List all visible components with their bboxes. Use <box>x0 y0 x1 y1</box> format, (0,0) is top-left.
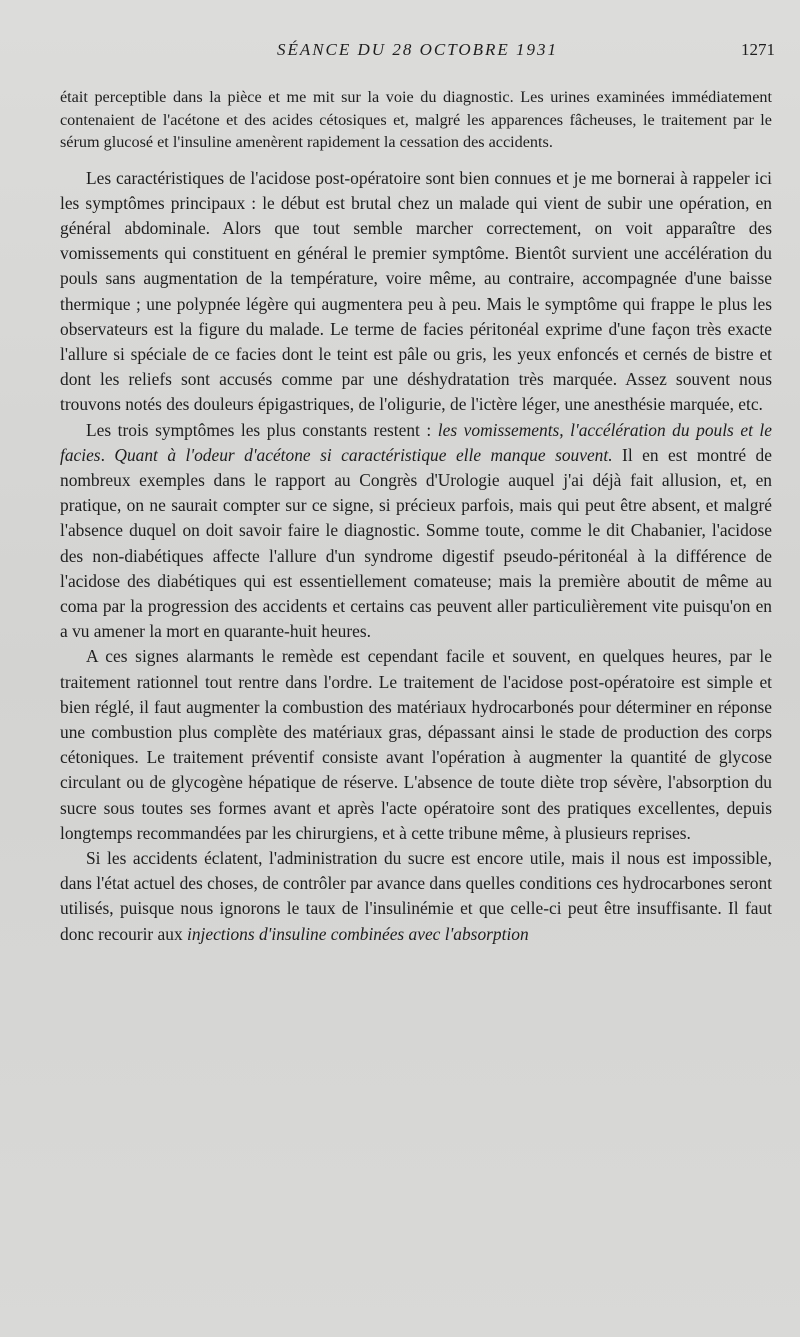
paragraph-spacer <box>60 154 772 166</box>
paragraph-3-italic-odeur: Quant à l'odeur d'acétone si caractéristique elle manque souvent. <box>114 444 613 465</box>
paragraph-3-rest: Il en est montré de nombreux exemples dans le rapport au Congrès d'Urologie auquel j'ai déjà fait allusion, et, en pratique, on ne saurait compter sur ce signe, si précieux parfois, mais qui peut être absent, et malgré l'absence duquel on doit savoir faire le diagnostic. Somme toute, comme le dit Chabanier, l'acidose des non-diabétiques affecte l'allure d'un syndrome digestif pseudo-péritonéal à la différence de l'acidose des diabétiques qui est essentiellement comateuse; mais la première aboutit de même au coma par la progression des accidents et certains cas peuvent aller particulièrement vite puisqu'on en a vu amener la mort en quarante-huit heures. <box>60 444 772 642</box>
paragraph-1: était perceptible dans la pièce et me mit sur la voie du diagnostic. Les urines examinées immédiatement contenaient de l'acétone et des acides cétosiques et, malgré les apparences fâcheuses, le traitement par le sérum glucosé et l'insuline amenèrent rapidement la cessation des accidents. <box>60 88 772 151</box>
page-number: 1271 <box>741 40 775 59</box>
paragraph-3-lead: Les trois symptômes les plus constants restent : <box>86 419 438 440</box>
running-header <box>60 40 775 66</box>
paragraph-2: Les caractéristiques de l'acidose post-opératoire sont bien connues et je me bornerai à rappeler ici les symptômes principaux : le début est brutal chez un malade qui vient de subir une opération, en général abdominale. Alors que tout semble marcher correctement, on voit apparaître des vomissements qui constituent en général le premier symptôme. Bientôt survient une accélération du pouls sans augmentation de la température, voire même, au contraire, accompagnée d'une baisse thermique ; une polypnée légère qui augmentera peu à peu. Mais le symptôme qui frappe le plus les observateurs est la figure du malade. Le terme de facies péritonéal exprime d'une façon très exacte l'allure si spéciale de ce facies dont le teint est pâle ou gris, les yeux enfoncés et cernés de bistre et dont les reliefs sont accusés comme par une déshydratation très marquée. Assez souvent nous trouvons notés des douleurs épigastriques, de l'oligurie, de l'ictère léger, une anesthésie marquée, etc. <box>60 167 772 415</box>
paragraph-5-italic: injections d'insuline combinées avec l'absorption <box>187 923 529 944</box>
paragraph-3 <box>60 418 772 645</box>
paragraph-3-italic-symptoms: les vomissements, l'accélération du pouls et le facies <box>60 419 772 465</box>
paragraph-5-lead: Si les accidents éclatent, l'administration du sucre est encore utile, mais il nous est impossible, dans l'état actuel des choses, de contrôler par avance dans quelles conditions ces hydrocarbones seront utilisés, puisque nous ignorons le taux de l'insulinémie et que celle-ci peut être insuffisante. Il faut donc recourir aux <box>60 847 772 944</box>
paragraph-4: A ces signes alarmants le remède est cependant facile et souvent, en quelques heures, par le traitement rationnel tout rentre dans l'ordre. Le traitement de l'acidose post-opératoire est simple et bien réglé, il faut augmenter la combustion des matériaux hydrocarbonés pour déterminer en réponse une combustion plus complète des matériaux gras, dépassant ainsi le stade de production des corps cétoniques. Le traitement préventif consiste avant l'opération à augmenter la quantité de glycose circulant ou de glycogène hépatique de réserve. L'absence de toute diète trop sévère, l'absorption du sucre sous toutes ses formes avant et après l'acte opératoire sont des pratiques excellentes, depuis longtemps recommandées par les chirurgiens, et à cette tribune même, à plusieurs reprises. <box>60 646 772 843</box>
paragraph-3-mid: . <box>100 444 115 465</box>
paragraph-5 <box>60 846 772 947</box>
body-text <box>60 86 772 947</box>
running-title: SÉANCE DU 28 OCTOBRE 1931 <box>276 40 559 59</box>
